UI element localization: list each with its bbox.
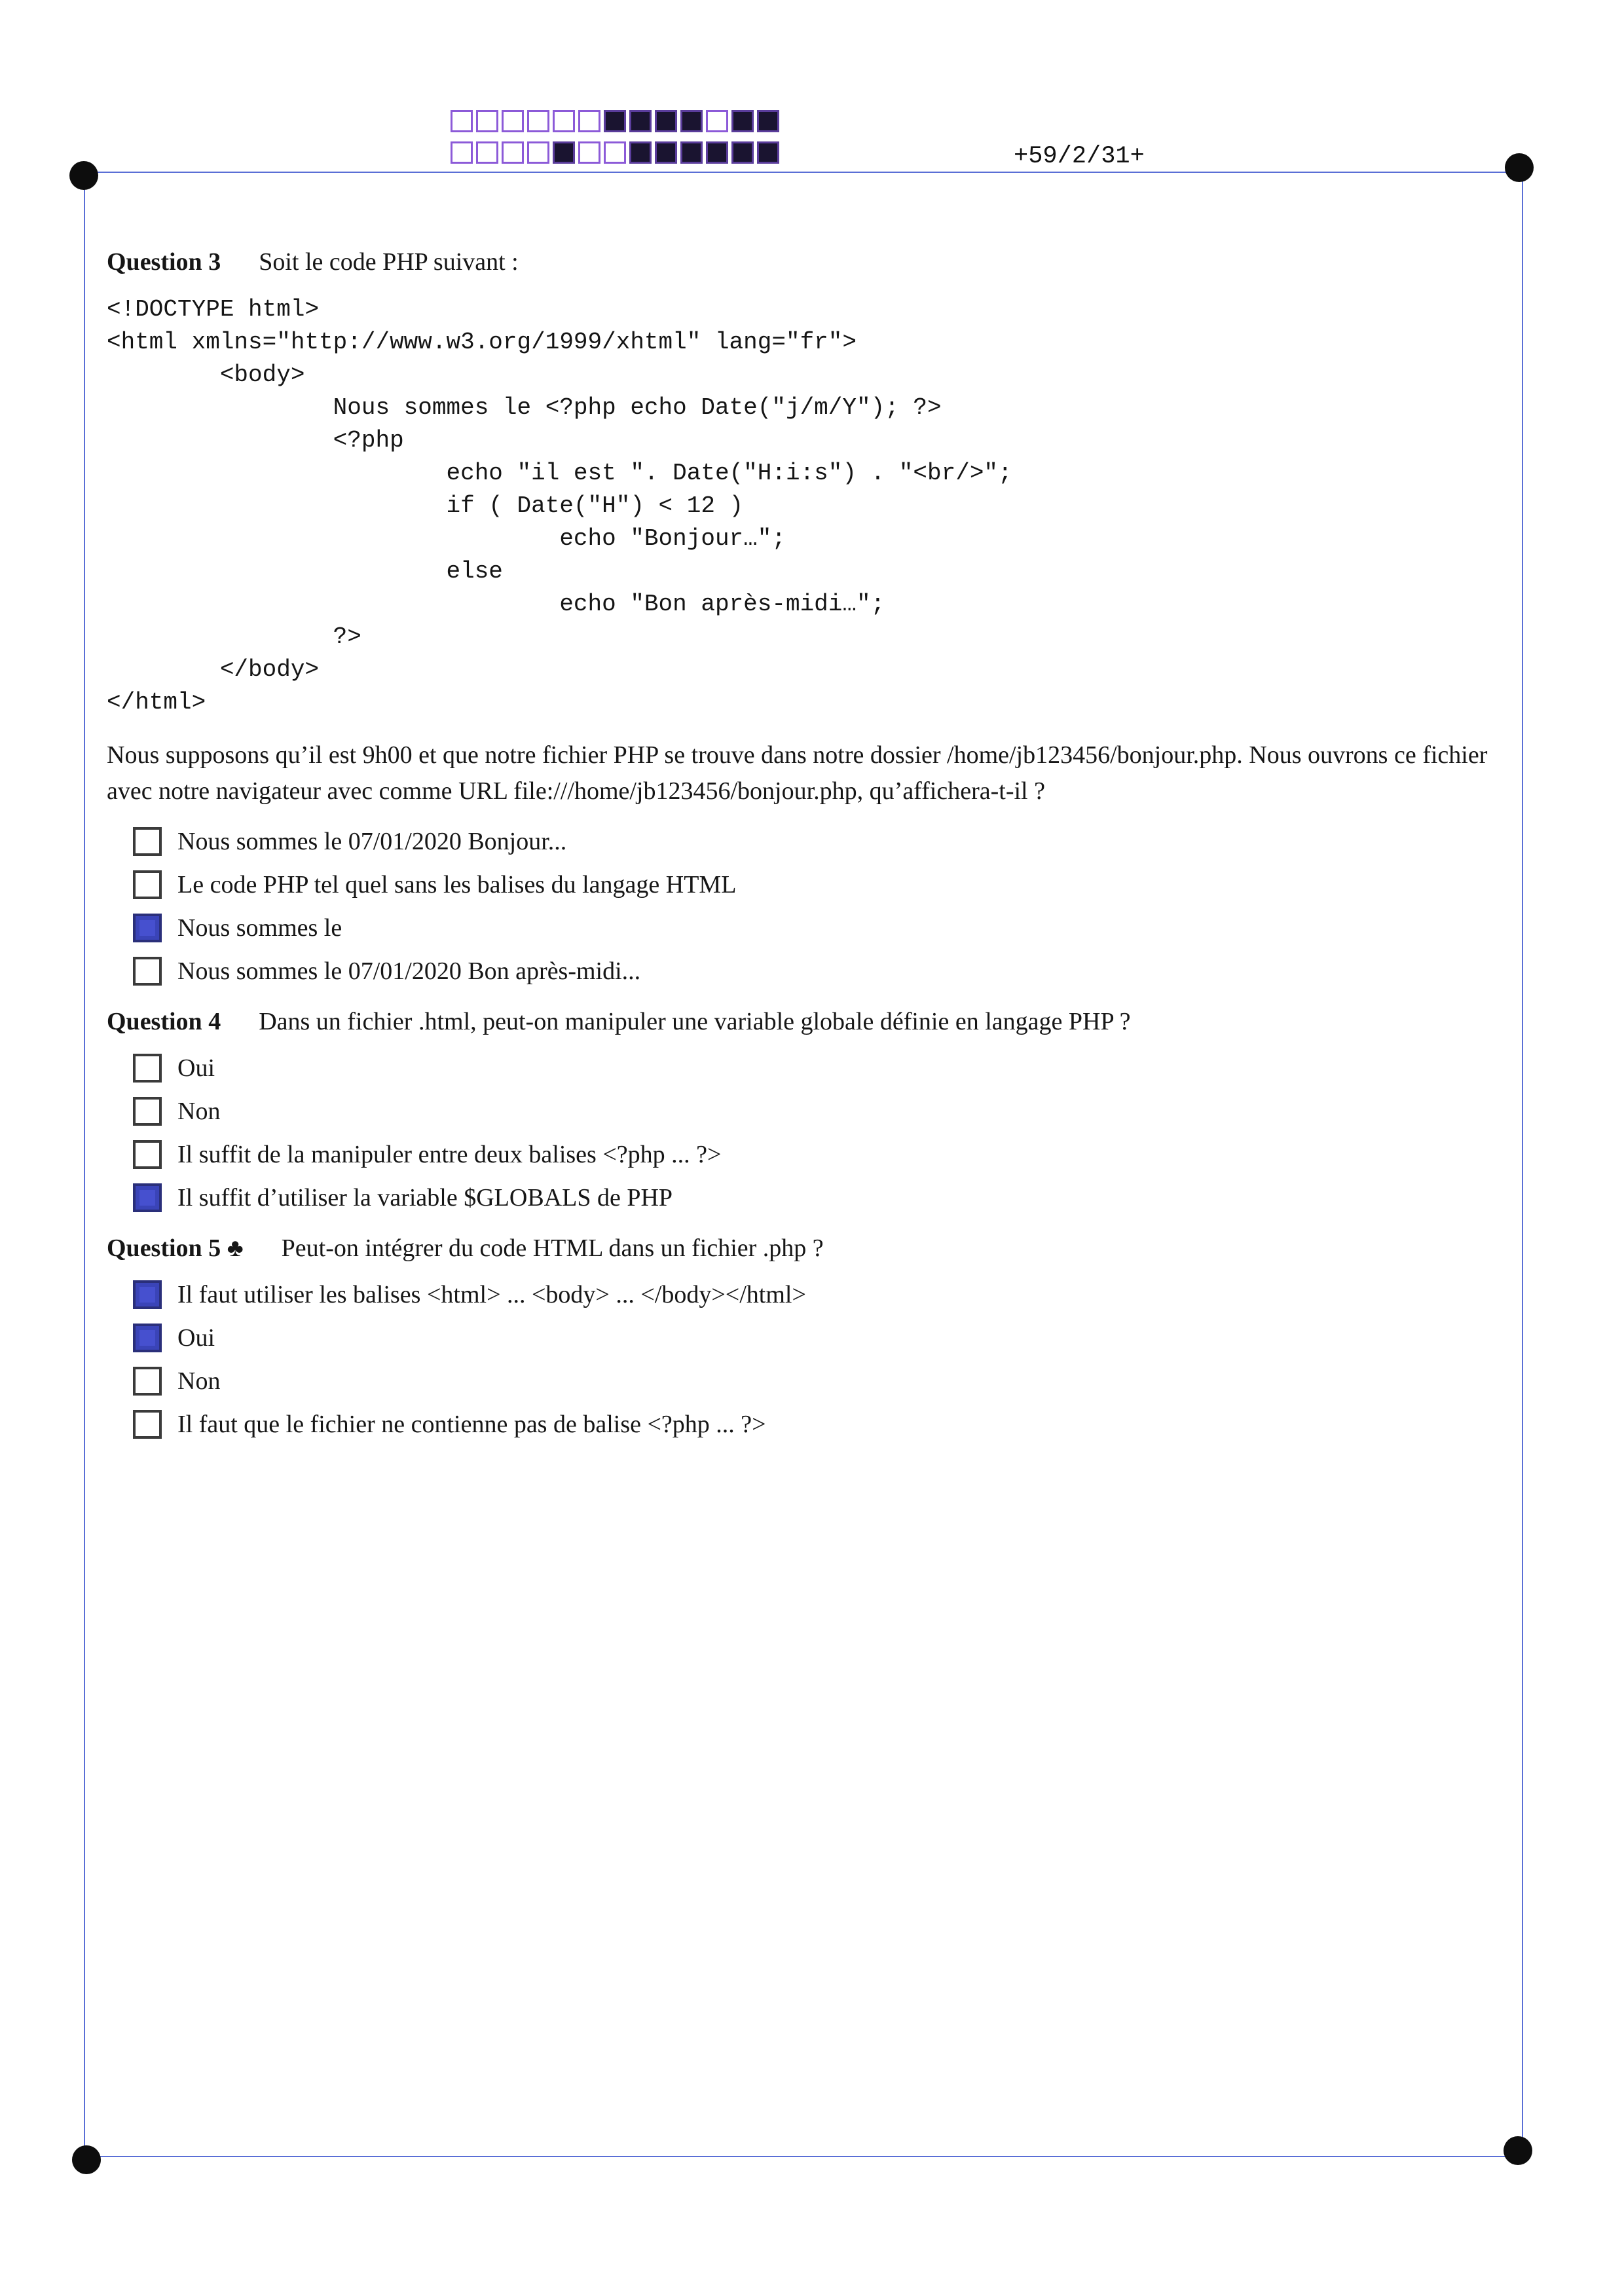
barcode-cell: [680, 110, 703, 132]
answer-option[interactable]: [107, 1403, 1508, 1446]
answer-label: Le code PHP tel quel sans les balises du langage HTML: [177, 871, 737, 898]
barcode-cell: [476, 141, 498, 164]
answer-checkbox[interactable]: [133, 827, 162, 856]
answer-label: Oui: [177, 1054, 215, 1082]
page-identifier: +59/2/31+: [1014, 143, 1145, 170]
barcode-cell: [655, 141, 677, 164]
barcode-cell: [527, 110, 549, 132]
question-prompt: Soit le code PHP suivant :: [259, 248, 519, 276]
question-4: [107, 1007, 1508, 1219]
barcode-cell: [527, 141, 549, 164]
barcode-cell: [502, 141, 524, 164]
answer-checkbox-checked[interactable]: [133, 914, 162, 942]
corner-mark-bottom-left: [72, 2145, 101, 2174]
answer-label: Il suffit de la manipuler entre deux balises <?php ... ?>: [177, 1141, 722, 1168]
answer-option[interactable]: [107, 1090, 1508, 1133]
answer-option[interactable]: [107, 1316, 1508, 1360]
barcode-cell: [476, 110, 498, 132]
question-title: Question 3: [107, 248, 221, 276]
answer-list: [107, 1273, 1508, 1446]
answer-option[interactable]: [107, 1046, 1508, 1090]
barcode-cell: [706, 110, 728, 132]
barcode-cell: [731, 110, 754, 132]
answer-checkbox[interactable]: [133, 1054, 162, 1083]
answer-label: Oui: [177, 1324, 215, 1352]
barcode-cell: [706, 141, 728, 164]
corner-mark-top-right: [1505, 153, 1534, 182]
barcode-cell: [731, 141, 754, 164]
answer-checkbox[interactable]: [133, 957, 162, 986]
question-4-heading: [107, 1007, 1508, 1036]
question-title: Question 4: [107, 1008, 221, 1035]
barcode-cell: [629, 141, 652, 164]
barcode-cell: [578, 141, 600, 164]
answer-label: Il suffit d’utiliser la variable $GLOBALS de PHP: [177, 1184, 673, 1212]
question-3-heading: [107, 248, 1508, 276]
answer-label: Nous sommes le: [177, 914, 342, 942]
answer-option[interactable]: [107, 1133, 1508, 1176]
answer-checkbox[interactable]: [133, 1410, 162, 1439]
corner-mark-top-left: [69, 161, 98, 190]
barcode-cell: [604, 141, 626, 164]
question-prompt: Peut-on intégrer du code HTML dans un fichier .php ?: [281, 1234, 824, 1262]
answer-checkbox[interactable]: [133, 1367, 162, 1396]
answer-checkbox[interactable]: [133, 1097, 162, 1126]
answer-label: Non: [177, 1367, 221, 1395]
question-3-paragraph: Nous supposons qu’il est 9h00 et que notre fichier PHP se trouve dans notre dossier /home/jb123456/bonjour.php. Nous ouvrons ce fichier avec notre navigateur avec comme URL file:///home/jb123456/bonjour.php, qu’affichera-t-il ?: [107, 741, 1488, 805]
answer-option[interactable]: [107, 1176, 1508, 1219]
question-5-heading: [107, 1234, 1508, 1263]
corner-mark-bottom-right: [1504, 2136, 1532, 2165]
barcode-row-2: [451, 141, 783, 164]
question-title: Question 5 ♣: [107, 1234, 244, 1262]
answer-checkbox[interactable]: [133, 870, 162, 899]
answer-checkbox-checked[interactable]: [133, 1324, 162, 1352]
answer-label: Il faut que le fichier ne contienne pas de balise <?php ... ?>: [177, 1411, 766, 1438]
question-3: [107, 248, 1508, 993]
barcode-row-1: [451, 110, 783, 132]
answer-label: Non: [177, 1098, 221, 1125]
exam-content: [107, 248, 1508, 1446]
barcode-cell: [502, 110, 524, 132]
barcode-cell: [655, 110, 677, 132]
answer-label: Il faut utiliser les balises <html> ... <body> ... </body></html>: [177, 1281, 806, 1308]
answer-list: [107, 820, 1508, 993]
answer-option[interactable]: [107, 1360, 1508, 1403]
answer-option[interactable]: [107, 906, 1508, 950]
answer-option[interactable]: [107, 863, 1508, 906]
question-prompt: Dans un fichier .html, peut-on manipuler une variable globale définie en langage PHP ?: [259, 1008, 1131, 1035]
answer-checkbox[interactable]: [133, 1140, 162, 1169]
answer-checkbox-checked[interactable]: [133, 1280, 162, 1309]
answer-checkbox-checked[interactable]: [133, 1183, 162, 1212]
barcode-cell: [757, 141, 779, 164]
answer-option[interactable]: [107, 820, 1508, 863]
answer-label: Nous sommes le 07/01/2020 Bon après-midi...: [177, 957, 641, 985]
barcode-cell: [578, 110, 600, 132]
barcode-cell: [553, 141, 575, 164]
barcode-cell: [451, 110, 473, 132]
barcode-cell: [680, 141, 703, 164]
answer-option[interactable]: [107, 950, 1508, 993]
barcode-cell: [451, 141, 473, 164]
answer-label: Nous sommes le 07/01/2020 Bonjour...: [177, 828, 567, 855]
question-5: [107, 1234, 1508, 1446]
barcode-cell: [629, 110, 652, 132]
answer-option[interactable]: [107, 1273, 1508, 1316]
answer-list: [107, 1046, 1508, 1219]
barcode-cell: [553, 110, 575, 132]
barcode-cell: [604, 110, 626, 132]
php-code-block: <!DOCTYPE html> <html xmlns="http://www.w3.org/1999/xhtml" lang="fr"> <body> Nous sommes le <?php echo Date("j/m/Y"); ?> <?php echo "il est ". Date("H:i:s") . "<br/>"; if ( Date("H") < 12 ) echo "Bonjour…"; else echo "Bon après-midi…"; ?> </body> </html>: [107, 296, 1012, 716]
barcode-cell: [757, 110, 779, 132]
